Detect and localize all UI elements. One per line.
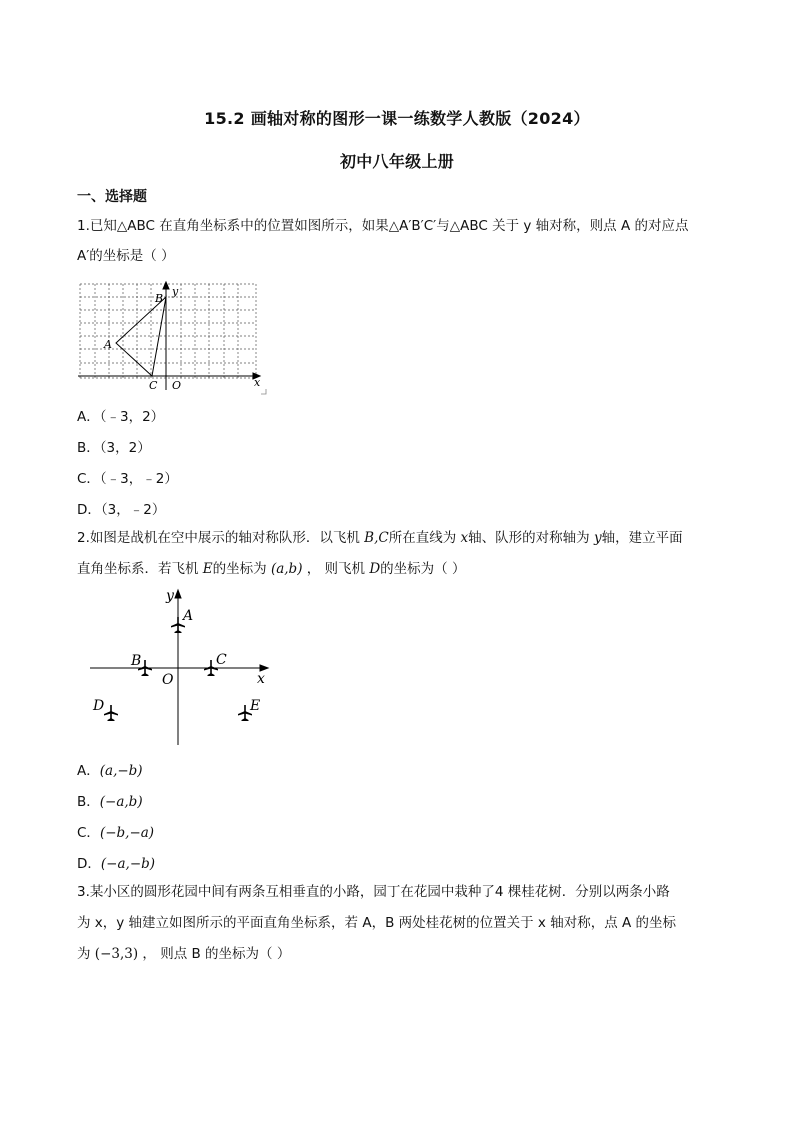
question-1-figure [78,280,270,398]
q2-text: 直角坐标系．若飞机 [77,561,203,577]
q2-var-bc: B,C [364,530,389,546]
q2-text: 轴，建立平面 [601,530,683,546]
q2-var-e: E [202,561,213,577]
question-3-line-1: 3.某小区的圆形花园中间有两条互相垂直的小路，园丁在花园中栽种了4 棵桂花树．分别以两条小路 [77,884,670,900]
q2-text: 的坐标为 [212,561,271,577]
label-origin: O [172,379,182,392]
option-value: (−a,−b) [100,856,156,872]
label-plane-d: D [93,698,105,714]
q2-var-x: x [460,530,469,546]
grid [80,284,256,378]
label-x-axis: x [254,376,261,389]
paragraph-mark-icon [261,389,266,394]
question-2-figure [86,585,276,750]
q2-text: 的坐标为（ ） [380,561,466,577]
q3-coord-a: (−3,3) [94,946,139,962]
label-point-a: A [104,338,112,351]
triangle-abc [116,297,166,376]
question-3-line-3 [77,944,290,964]
label-point-b: B [155,292,164,305]
q2-text: 所在直线为 [388,530,461,546]
page-subtitle: 初中八年级上册 [339,152,455,171]
question-2-option-b [77,790,143,810]
q3-text: ， 则点 B 的坐标为（ ） [138,946,291,962]
option-prefix: A． [77,763,100,779]
q2-text: 轴、队形的对称轴为 [468,530,594,546]
label-plane-b: B [131,653,142,669]
option-value: (a,−b) [99,763,143,779]
q2-coord-e: (a,b) [270,561,303,577]
question-1-line-2: A′的坐标是（ ） [77,248,175,264]
axes [90,590,268,745]
question-2-option-a [77,759,143,779]
q2-var-y: y [593,530,602,546]
plane-d-icon [104,705,118,721]
label-point-c: C [149,379,158,392]
option-value: (−a,b) [99,794,143,810]
q2-text: 2.如图是战机在空中展示的轴对称队形．以飞机 [77,530,365,546]
question-1-option-a: A．（﹣3，2） [77,409,165,425]
question-1-line-1: 1.已知△ABC 在直角坐标系中的位置如图所示，如果△A′B′C′与△ABC 关于 y 轴对称，则点 A 的对应点 [77,218,689,234]
question-2-line-1 [77,528,683,548]
label-plane-c: C [216,652,227,668]
label-plane-a: A [183,608,194,624]
question-3-line-2: 为 x，y 轴建立如图所示的平面直角坐标系，若 A，B 两处桂花树的位置关于 x 轴对称，点 A 的坐标 [77,915,677,931]
question-2-line-2 [77,559,465,579]
label-x-axis: x [257,671,265,687]
question-1-option-b: B．（3，2） [77,440,151,456]
option-value: (−b,−a) [99,825,155,841]
question-1-option-d: D．（3，﹣2） [77,502,166,518]
label-origin: O [162,672,174,688]
label-plane-e: E [250,698,261,714]
section-heading: 一、选择题 [77,189,147,205]
option-prefix: C． [77,825,100,841]
question-2-option-d [77,852,155,872]
q2-text: ， 则飞机 [302,561,370,577]
label-y-axis: y [166,588,174,604]
q2-var-d: D [369,561,381,577]
page-title: 15.2 画轴对称的图形一课一练数学人教版（2024） [204,109,590,128]
q3-text: 为 [77,946,95,962]
question-2-option-c [77,821,154,841]
label-y-axis: y [172,285,179,298]
option-prefix: B． [77,794,100,810]
question-1-option-c: C．（﹣3，﹣2） [77,471,178,487]
option-prefix: D． [77,856,101,872]
